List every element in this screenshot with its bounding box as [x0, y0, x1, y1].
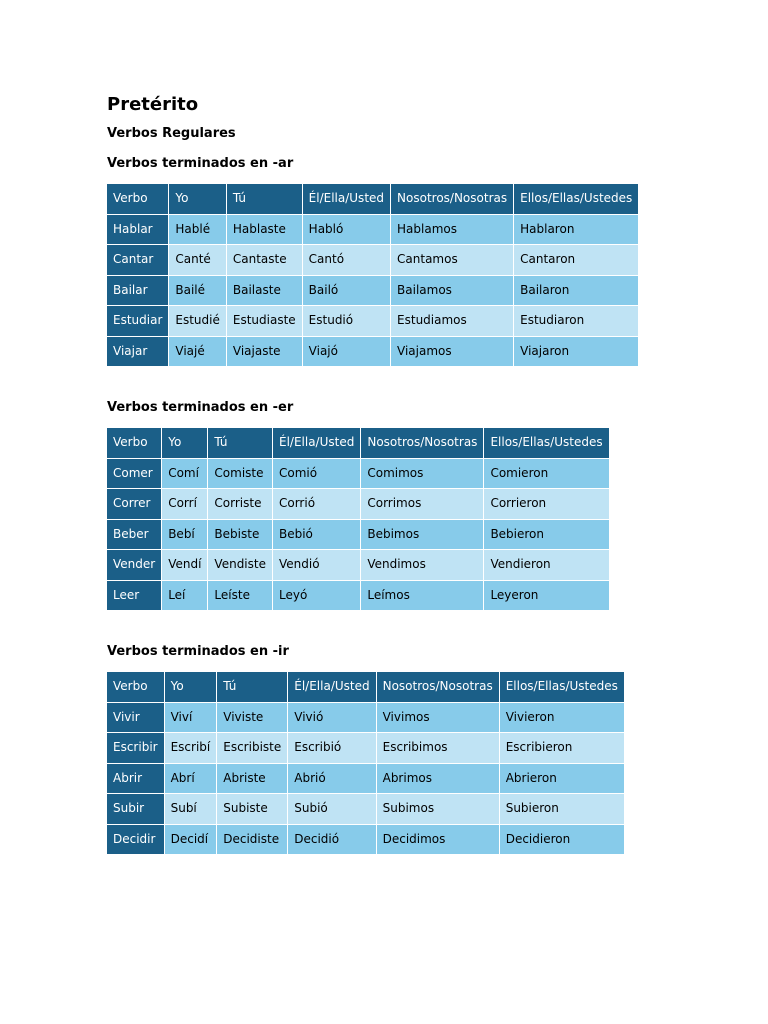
conjugation-cell: Abrió [288, 763, 376, 794]
column-header: Él/Ella/Usted [288, 672, 376, 702]
conjugation-cell: Comió [272, 458, 360, 489]
conjugation-cell: Corrieron [484, 489, 609, 520]
conjugation-cell: Bailó [302, 275, 390, 306]
table-row [107, 580, 609, 611]
table-row [107, 550, 609, 581]
conjugation-cell: Subí [164, 794, 217, 825]
conjugation-table [107, 184, 639, 367]
conjugation-cell: Bailé [169, 275, 226, 306]
conjugation-cell: Bailaron [514, 275, 639, 306]
conjugation-cell: Vivimos [376, 702, 499, 733]
conjugation-cell: Bailaste [226, 275, 302, 306]
table-row [107, 458, 609, 489]
conjugation-cell: Estudié [169, 306, 226, 337]
verb-cell: Decidir [107, 824, 164, 855]
verb-cell: Cantar [107, 245, 169, 276]
conjugation-cell: Bebí [162, 519, 208, 550]
conjugation-cell: Vendió [272, 550, 360, 581]
conjugation-table [107, 672, 625, 855]
table-row [107, 733, 624, 764]
conjugation-cell: Cantaste [226, 245, 302, 276]
conjugation-cell: Escribió [288, 733, 376, 764]
conjugation-cell: Estudió [302, 306, 390, 337]
conjugation-cell: Leíste [208, 580, 273, 611]
conjugation-cell: Viajaste [226, 336, 302, 367]
conjugation-cell: Subimos [376, 794, 499, 825]
conjugation-cell: Viví [164, 702, 217, 733]
conjugation-cell: Viajaron [514, 336, 639, 367]
conjugation-cell: Subiste [217, 794, 288, 825]
verb-cell: Estudiar [107, 306, 169, 337]
conjugation-cell: Vendiste [208, 550, 273, 581]
conjugation-cell: Corriste [208, 489, 273, 520]
table-row [107, 214, 639, 245]
conjugation-cell: Abriste [217, 763, 288, 794]
column-header: Tú [208, 428, 273, 458]
table-row [107, 519, 609, 550]
conjugation-cell: Decidí [164, 824, 217, 855]
page-title: Pretérito [107, 94, 199, 115]
table-row [107, 794, 624, 825]
conjugation-cell: Viviste [217, 702, 288, 733]
table-row [107, 306, 639, 337]
conjugation-cell: Leyeron [484, 580, 609, 611]
conjugation-cell: Abrieron [499, 763, 624, 794]
column-header: Nosotros/Nosotras [391, 184, 514, 214]
verb-cell: Bailar [107, 275, 169, 306]
conjugation-cell: Subieron [499, 794, 624, 825]
conjugation-cell: Bebieron [484, 519, 609, 550]
conjugation-section [107, 641, 727, 855]
conjugation-cell: Leímos [361, 580, 484, 611]
verb-cell: Leer [107, 580, 162, 611]
column-header: Verbo [107, 184, 169, 214]
conjugation-cell: Bebimos [361, 519, 484, 550]
conjugation-cell: Decidiste [217, 824, 288, 855]
conjugation-cell: Comiste [208, 458, 273, 489]
column-header: Él/Ella/Usted [302, 184, 390, 214]
conjugation-cell: Vivió [288, 702, 376, 733]
conjugation-cell: Vivieron [499, 702, 624, 733]
table-row [107, 489, 609, 520]
conjugation-cell: Decidieron [499, 824, 624, 855]
column-header: Yo [164, 672, 217, 702]
conjugation-cell: Escribiste [217, 733, 288, 764]
section-heading: Verbos terminados en -ar [107, 156, 294, 171]
conjugation-cell: Hablé [169, 214, 226, 245]
conjugation-section [107, 153, 727, 367]
conjugation-cell: Escribí [164, 733, 217, 764]
table-row [107, 275, 639, 306]
verb-cell: Escribir [107, 733, 164, 764]
conjugation-cell: Vendí [162, 550, 208, 581]
column-header: Ellos/Ellas/Ustedes [484, 428, 609, 458]
verb-cell: Correr [107, 489, 162, 520]
conjugation-cell: Escribimos [376, 733, 499, 764]
table-row [107, 245, 639, 276]
section-heading: Verbos terminados en -ir [107, 644, 289, 659]
column-header: Nosotros/Nosotras [361, 428, 484, 458]
column-header: Yo [169, 184, 226, 214]
column-header: Yo [162, 428, 208, 458]
conjugation-cell: Corrí [162, 489, 208, 520]
conjugation-cell: Bebió [272, 519, 360, 550]
verb-cell: Subir [107, 794, 164, 825]
column-header: Ellos/Ellas/Ustedes [514, 184, 639, 214]
conjugation-cell: Subió [288, 794, 376, 825]
column-header: Él/Ella/Usted [272, 428, 360, 458]
document-page [107, 92, 727, 855]
conjugation-cell: Comimos [361, 458, 484, 489]
verb-cell: Hablar [107, 214, 169, 245]
verb-cell: Beber [107, 519, 162, 550]
table-header-row [107, 672, 624, 702]
conjugation-cell: Bailamos [391, 275, 514, 306]
column-header: Nosotros/Nosotras [376, 672, 499, 702]
conjugation-cell: Hablaste [226, 214, 302, 245]
column-header: Tú [217, 672, 288, 702]
conjugation-cell: Comí [162, 458, 208, 489]
column-header: Ellos/Ellas/Ustedes [499, 672, 624, 702]
conjugation-cell: Cantaron [514, 245, 639, 276]
conjugation-cell: Viajó [302, 336, 390, 367]
verb-cell: Viajar [107, 336, 169, 367]
conjugation-cell: Viajé [169, 336, 226, 367]
conjugation-cell: Hablaron [514, 214, 639, 245]
verb-cell: Abrir [107, 763, 164, 794]
conjugation-cell: Estudiaste [226, 306, 302, 337]
column-header: Tú [226, 184, 302, 214]
conjugation-cell: Cantamos [391, 245, 514, 276]
conjugation-cell: Abrí [164, 763, 217, 794]
conjugation-cell: Decidimos [376, 824, 499, 855]
conjugation-cell: Comieron [484, 458, 609, 489]
conjugation-cell: Bebiste [208, 519, 273, 550]
table-row [107, 702, 624, 733]
conjugation-cell: Viajamos [391, 336, 514, 367]
table-header-row [107, 428, 609, 458]
conjugation-cell: Leí [162, 580, 208, 611]
column-header: Verbo [107, 428, 162, 458]
conjugation-cell: Vendimos [361, 550, 484, 581]
conjugation-cell: Estudiaron [514, 306, 639, 337]
page-subtitle: Verbos Regulares [107, 126, 236, 141]
conjugation-cell: Leyó [272, 580, 360, 611]
conjugation-table [107, 428, 610, 611]
conjugation-cell: Escribieron [499, 733, 624, 764]
verb-cell: Vivir [107, 702, 164, 733]
table-row [107, 336, 639, 367]
conjugation-cell: Canté [169, 245, 226, 276]
conjugation-cell: Vendieron [484, 550, 609, 581]
conjugation-cell: Hablamos [391, 214, 514, 245]
conjugation-cell: Decidió [288, 824, 376, 855]
conjugation-cell: Cantó [302, 245, 390, 276]
verb-cell: Vender [107, 550, 162, 581]
column-header: Verbo [107, 672, 164, 702]
verb-cell: Comer [107, 458, 162, 489]
conjugation-cell: Abrimos [376, 763, 499, 794]
table-header-row [107, 184, 639, 214]
conjugation-section [107, 397, 727, 611]
conjugation-cell: Habló [302, 214, 390, 245]
table-row [107, 763, 624, 794]
conjugation-cell: Estudiamos [391, 306, 514, 337]
sections-container [107, 153, 727, 855]
section-heading: Verbos terminados en -er [107, 400, 294, 415]
conjugation-cell: Corrió [272, 489, 360, 520]
conjugation-cell: Corrimos [361, 489, 484, 520]
table-row [107, 824, 624, 855]
